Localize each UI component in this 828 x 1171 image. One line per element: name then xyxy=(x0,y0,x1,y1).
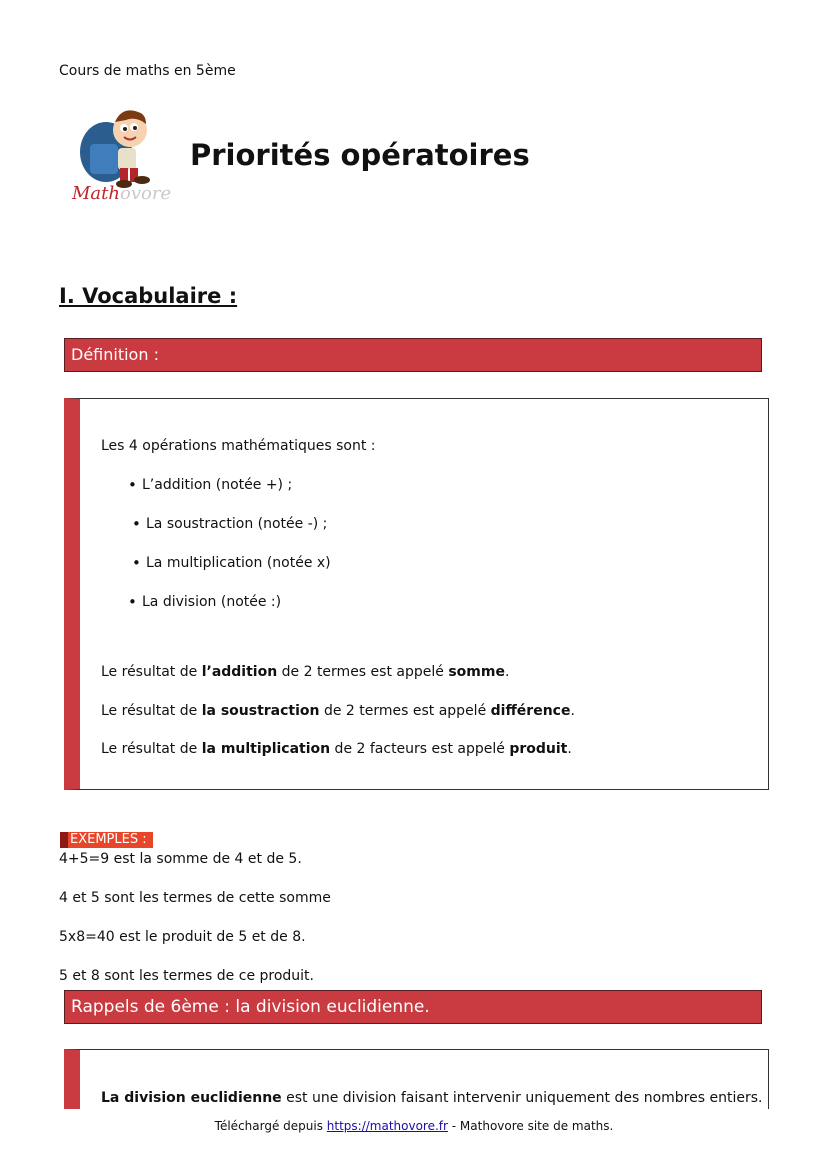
definition-header: Définition : xyxy=(64,338,762,372)
example-line: 4+5=9 est la somme de 4 et de 5. xyxy=(59,851,302,867)
logo-text-ovore: ovore xyxy=(120,183,172,204)
mathovore-logo xyxy=(66,104,176,210)
result-line: Le résultat de la multiplication de 2 facteurs est appelé produit. xyxy=(101,741,572,757)
footer-text: Téléchargé depuis xyxy=(214,1119,327,1133)
operation-item: • La soustraction (notée -) ; xyxy=(146,516,327,532)
footer-text-end: - Mathovore site de maths. xyxy=(447,1119,614,1133)
rappel-box xyxy=(64,1049,769,1109)
result-line: Le résultat de la soustraction de 2 termes est appelé différence. xyxy=(101,703,575,719)
footer-link[interactable]: https://mathovore.fr xyxy=(326,1119,448,1133)
operation-item: • La division (notée :) xyxy=(142,594,281,610)
logo-text-math: Math xyxy=(72,183,120,204)
example-line: 4 et 5 sont les termes de cette somme xyxy=(59,890,331,906)
operation-item: • L’addition (notée +) ; xyxy=(142,477,292,493)
definition-box xyxy=(64,398,769,790)
definition-intro: Les 4 opérations mathématiques sont : xyxy=(101,438,376,454)
example-line: 5 et 8 sont les termes de ce produit. xyxy=(59,968,314,984)
examples-label: EXEMPLES : xyxy=(60,832,153,848)
page-title: Priorités opératoires xyxy=(190,138,530,172)
rappel-text: La division euclidienne est une division faisant intervenir uniquement des nombres entiers. xyxy=(101,1090,763,1106)
footer xyxy=(0,1119,828,1133)
section-title: I. Vocabulaire : xyxy=(59,284,238,308)
operation-item: • La multiplication (notée x) xyxy=(146,555,331,571)
course-header: Cours de maths en 5ème xyxy=(59,63,236,79)
example-line: 5x8=40 est le produit de 5 et de 8. xyxy=(59,929,306,945)
rappel-header: Rappels de 6ème : la division euclidienne. xyxy=(64,990,762,1024)
result-line: Le résultat de l’addition de 2 termes est appelé somme. xyxy=(101,664,510,680)
